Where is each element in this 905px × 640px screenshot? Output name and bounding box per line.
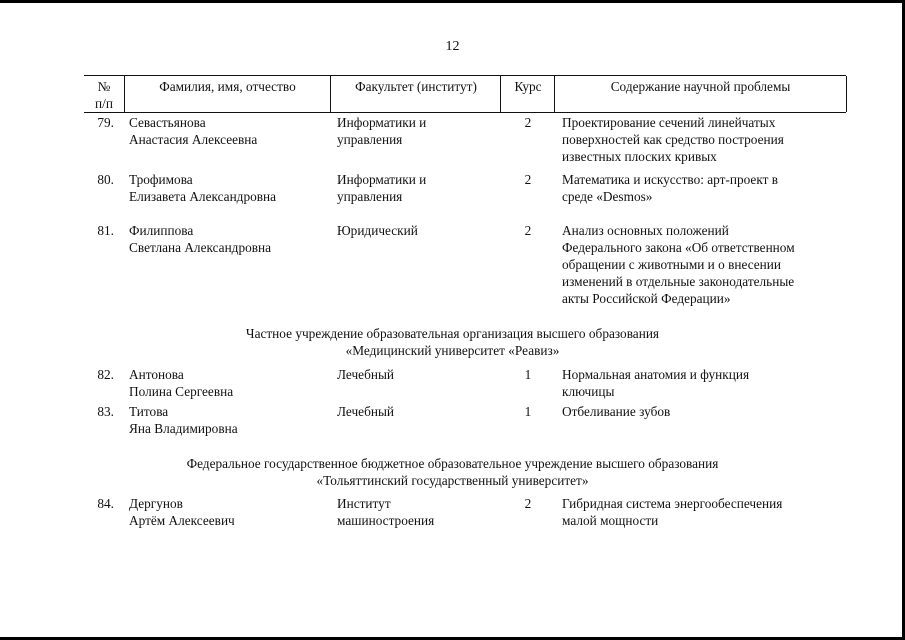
faculty: Институт машиностроения bbox=[337, 496, 435, 528]
student-name: Антонова Полина Сергеевна bbox=[129, 367, 234, 399]
scan-edge-top bbox=[0, 0, 905, 3]
course: 2 bbox=[524, 496, 532, 511]
research-topic: Математика и искусство: арт-проект в среде «Desmos» bbox=[562, 172, 779, 204]
header-number-abbr: п/п bbox=[95, 96, 113, 111]
header-number-symbol: № bbox=[97, 79, 111, 94]
research-topic: Проектирование сечений линейчатых поверхностей как средство построения известных плоских кривых bbox=[562, 115, 784, 164]
row-number: 80. bbox=[97, 172, 114, 187]
student-name: Филиппова Светлана Александровна bbox=[129, 223, 272, 255]
student-name: Трофимова Елизавета Александровна bbox=[129, 172, 277, 204]
row-number: 81. bbox=[97, 223, 114, 238]
faculty: Информатики и управления bbox=[337, 115, 427, 147]
row-number: 84. bbox=[97, 496, 114, 511]
header-topic: Содержание научной проблемы bbox=[554, 76, 847, 112]
row-number: 79. bbox=[97, 115, 114, 130]
faculty: Лечебный bbox=[337, 367, 395, 382]
research-topic: Отбеливание зубов bbox=[562, 404, 671, 419]
student-name: Титова Яна Владимировна bbox=[129, 404, 238, 436]
header-number bbox=[84, 76, 125, 112]
student-name: Дергунов Артём Алексеевич bbox=[129, 496, 235, 528]
research-topic: Нормальная анатомия и функция ключицы bbox=[562, 367, 750, 399]
faculty: Юридический bbox=[337, 223, 418, 238]
header-name: Фамилия, имя, отчество bbox=[159, 79, 296, 94]
row-number: 83. bbox=[97, 404, 114, 419]
course: 1 bbox=[524, 404, 532, 419]
header-course: Курс bbox=[500, 76, 555, 112]
section-title-togliatti: Федеральное государственное бюджетное образовательное учреждение высшего образования «Тольяттинский государственный университет» bbox=[186, 456, 719, 488]
course: 1 bbox=[524, 367, 532, 382]
row-number: 82. bbox=[97, 367, 114, 382]
faculty: Информатики и управления bbox=[337, 172, 427, 204]
research-topic: Гибридная система энергообеспечения малой мощности bbox=[562, 496, 783, 528]
course: 2 bbox=[524, 115, 532, 130]
page-number: 12 bbox=[445, 39, 460, 54]
header-faculty: Факультет (институт) bbox=[330, 76, 501, 112]
course: 2 bbox=[524, 223, 532, 238]
section-title-reaviz: Частное учреждение образовательная организация высшего образования «Медицинский университет «Реавиз» bbox=[245, 326, 660, 358]
course: 2 bbox=[524, 172, 532, 187]
faculty: Лечебный bbox=[337, 404, 395, 419]
table-header bbox=[84, 75, 846, 113]
student-name: Севастьянова Анастасия Алексеевна bbox=[129, 115, 258, 147]
research-topic: Анализ основных положений Федерального закона «Об ответственном обращении с животными и о внесении изменений в отдельные законодательные акты Российской Федерации» bbox=[562, 223, 795, 306]
